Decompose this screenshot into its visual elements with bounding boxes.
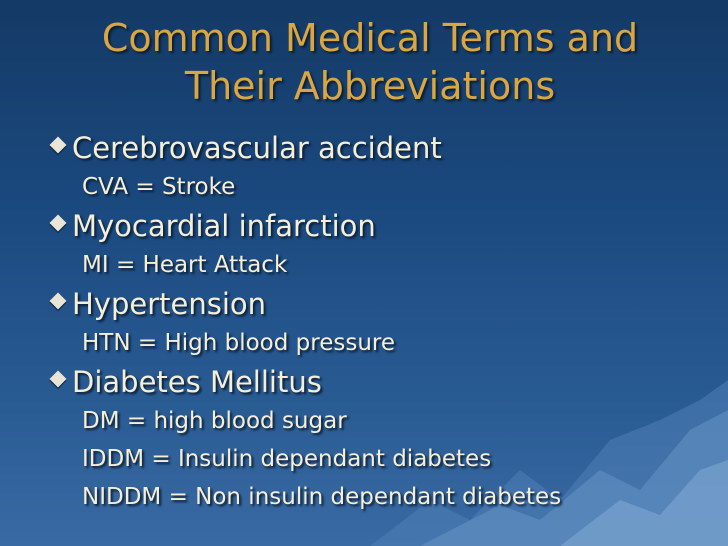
detail-niddm: NIDDM = Non insulin dependant diabetes bbox=[82, 484, 562, 510]
diamond-bullet-icon bbox=[50, 137, 67, 154]
diamond-bullet-icon bbox=[50, 215, 67, 232]
bullet-item-mi bbox=[52, 206, 712, 246]
detail-iddm: IDDM = Insulin dependant diabetes bbox=[82, 446, 492, 472]
detail-cva: CVA = Stroke bbox=[82, 174, 236, 200]
detail-mi: MI = Heart Attack bbox=[82, 252, 288, 278]
term-text: Cerebrovascular accident bbox=[72, 131, 442, 165]
term-text: Diabetes Mellitus bbox=[72, 365, 322, 399]
term-text: Hypertension bbox=[72, 287, 267, 321]
diamond-bullet-icon bbox=[50, 293, 67, 310]
term-text: Myocardial infarction bbox=[72, 209, 376, 243]
slide-title bbox=[70, 14, 670, 110]
detail-dm: DM = high blood sugar bbox=[82, 408, 347, 434]
bullet-list bbox=[52, 128, 712, 516]
title-line-1: Common Medical Terms and bbox=[101, 16, 639, 60]
bullet-item-cva bbox=[52, 128, 712, 168]
bullet-item-htn bbox=[52, 284, 712, 324]
diamond-bullet-icon bbox=[50, 371, 67, 388]
title-line-2: Their Abbreviations bbox=[184, 64, 556, 108]
bullet-item-dm bbox=[52, 362, 712, 402]
detail-htn: HTN = High blood pressure bbox=[82, 330, 396, 356]
